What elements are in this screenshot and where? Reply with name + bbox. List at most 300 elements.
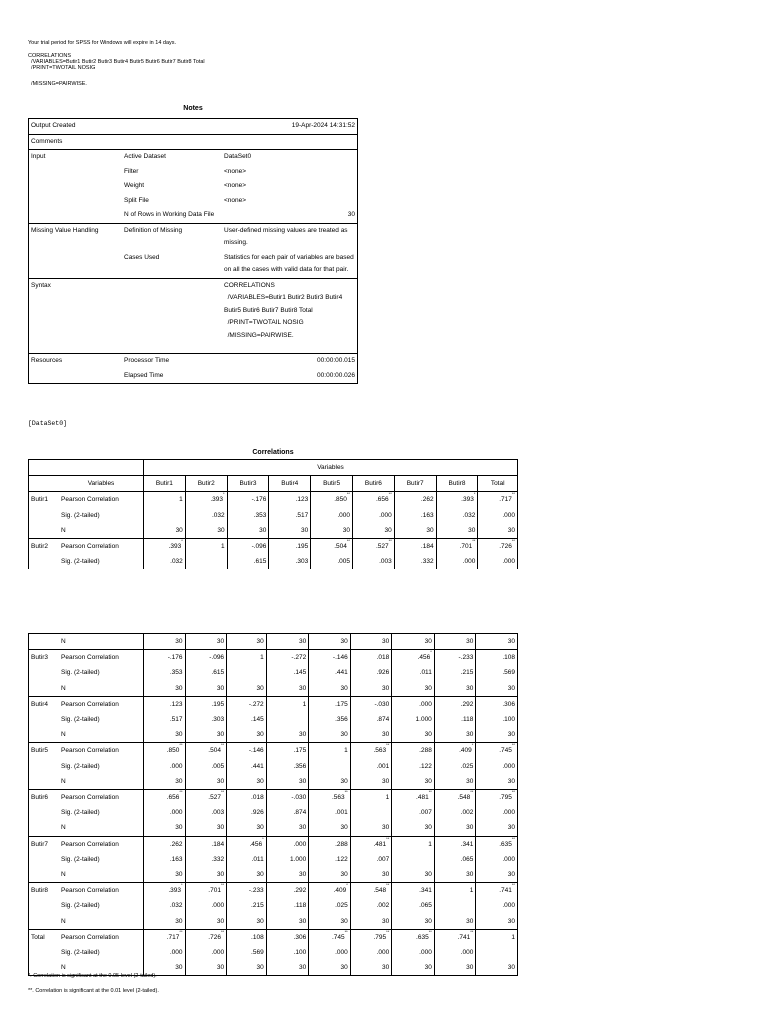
elapsed-time-value: 00:00:00.026: [317, 371, 355, 379]
active-dataset-value: DataSet0: [224, 153, 252, 160]
table-cell: 30: [476, 681, 518, 697]
row-variable-label: [29, 712, 60, 727]
table-cell: 30: [266, 634, 309, 650]
syntax-correlations: CORRELATIONS: [28, 53, 71, 59]
table-cell: .701**: [436, 539, 478, 555]
syntax-value-line1: CORRELATIONS: [224, 281, 275, 289]
table-cell: 1: [266, 696, 309, 712]
table-cell: .548**: [350, 883, 392, 899]
row-statistic-label: Pearson Correlation: [59, 650, 144, 666]
table-cell: .874: [266, 805, 309, 820]
table-cell: 30: [392, 681, 435, 697]
trial-notice: Your trial period for SPSS for Windows will expire in 14 days.: [28, 40, 177, 46]
table-cell: .850**: [144, 743, 186, 759]
table-cell: .000: [309, 945, 351, 960]
table-cell: .000: [350, 945, 392, 960]
row-variable-label: [29, 898, 60, 913]
correlations-table-part2: [28, 633, 518, 976]
table-cell: 30: [144, 867, 186, 883]
table-cell: .005: [185, 759, 227, 774]
table-cell: .000: [476, 805, 518, 820]
table-cell: [392, 852, 435, 867]
row-statistic-label: Pearson Correlation: [59, 696, 144, 712]
table-cell: .007: [392, 805, 435, 820]
filter-value: <none>: [224, 167, 247, 175]
table-cell: .745**: [476, 743, 518, 759]
processor-time-value: 00:00:00.015: [317, 357, 355, 364]
table-cell: .000: [144, 759, 186, 774]
table-cell: .563**: [350, 743, 392, 759]
table-cell: .726**: [185, 929, 227, 945]
table-cell: .000: [476, 852, 518, 867]
row-variable-label: Butir6: [29, 790, 60, 806]
row-statistic-label: N: [61, 824, 66, 832]
weight-label: Weight: [124, 182, 145, 189]
row-statistic-label: Sig. (2-tailed): [61, 669, 100, 677]
table-cell: 30: [266, 867, 309, 883]
table-cell: .000: [144, 805, 186, 820]
split-file-label: Split File: [124, 196, 149, 204]
syntax-value-line3: Butir5 Butir6 Butir7 Butir8 Total: [224, 306, 313, 314]
table-row: [29, 554, 518, 569]
table-row: [29, 743, 518, 759]
row-variable-label: [29, 554, 60, 569]
table-cell: .145: [227, 712, 267, 727]
table-cell: 30: [185, 820, 227, 836]
table-cell: .215: [434, 665, 476, 680]
table-cell: [434, 898, 476, 913]
table-cell: 30: [392, 960, 435, 976]
table-cell: [266, 712, 309, 727]
row-variable-label: [29, 727, 60, 743]
table-cell: .874: [350, 712, 392, 727]
table-cell: .145: [266, 665, 309, 680]
table-cell: 30: [309, 774, 351, 790]
table-cell: .184: [394, 539, 436, 555]
table-cell: 1: [144, 492, 186, 508]
table-cell: 30: [266, 774, 309, 790]
table-cell: .481**: [350, 836, 392, 852]
notes-row-filter: [29, 165, 358, 180]
row-statistic-label: N: [61, 526, 66, 534]
table-cell: 30: [478, 523, 518, 539]
table-cell: .353: [227, 508, 269, 523]
table-cell: .000: [185, 898, 227, 913]
table-cell: .122: [309, 852, 351, 867]
dataset-label: [DataSet0]: [28, 420, 68, 427]
syntax-print: /PRINT=TWOTAIL NOSIG: [28, 65, 96, 71]
table-cell: 1: [434, 883, 476, 899]
row-statistic-label: Pearson Correlation: [59, 492, 144, 508]
table-cell: .288: [309, 836, 351, 852]
table-cell: .717**: [144, 929, 186, 945]
table-cell: 30: [185, 727, 227, 743]
column-header-butir2: Butir2: [185, 476, 227, 492]
table-row: [29, 914, 518, 930]
table-cell: 30: [227, 960, 267, 976]
table-cell: 30: [227, 523, 269, 539]
table-cell: .262: [394, 492, 436, 508]
table-cell: 30: [392, 914, 435, 930]
table-cell: .795**: [476, 790, 518, 806]
column-header-row: [29, 476, 518, 492]
table-cell: .926: [227, 805, 267, 820]
table-cell: .215: [227, 898, 267, 913]
column-header-butir3: Butir3: [227, 476, 269, 492]
table-cell: 30: [266, 820, 309, 836]
table-cell: .292: [266, 883, 309, 899]
table-cell: 30: [392, 774, 435, 790]
table-cell: -.096: [227, 539, 269, 555]
table-row: [29, 727, 518, 743]
table-cell: .000: [478, 508, 518, 523]
table-cell: 30: [392, 867, 435, 883]
table-cell: .569: [227, 945, 267, 960]
row-statistic-label: N: [61, 684, 66, 692]
table-cell: .000: [311, 508, 353, 523]
table-cell: 30: [144, 727, 186, 743]
table-cell: 30: [144, 523, 186, 539]
table-cell: 30: [434, 867, 476, 883]
cases-used-label: Cases Used: [122, 251, 222, 279]
table-cell: .163: [394, 508, 436, 523]
table-cell: .517: [269, 508, 311, 523]
table-cell: .123: [144, 696, 186, 712]
nrows-value: 30: [222, 208, 358, 223]
table-cell: .393*: [144, 539, 186, 555]
table-cell: .000: [392, 696, 435, 712]
table-cell: [309, 759, 351, 774]
table-cell: .262: [144, 836, 186, 852]
table-cell: .745**: [309, 929, 351, 945]
column-header-butir1: Butir1: [144, 476, 186, 492]
table-cell: .025: [434, 759, 476, 774]
row-statistic-label: Pearson Correlation: [59, 883, 144, 899]
table-cell: 30: [309, 634, 351, 650]
table-cell: 30: [350, 820, 392, 836]
table-cell: -.176: [144, 650, 186, 666]
notes-row-cases-used: [29, 251, 358, 279]
table-cell: 30: [144, 774, 186, 790]
table-cell: .118: [266, 898, 309, 913]
table-cell: 30: [434, 960, 476, 976]
table-cell: .926: [350, 665, 392, 680]
def-missing-value: User-defined missing values are treated as missing.: [224, 226, 348, 246]
table-row: [29, 634, 518, 650]
table-cell: 30: [309, 681, 351, 697]
table-cell: 1: [350, 790, 392, 806]
table-cell: 30: [144, 960, 186, 976]
table-cell: .615: [227, 554, 269, 569]
row-variable-label: [29, 681, 60, 697]
def-missing-label: Definition of Missing: [124, 226, 183, 234]
row-statistic-label: N: [61, 638, 66, 645]
table-cell: 30: [185, 960, 227, 976]
table-row: [29, 945, 518, 960]
notes-row-weight: [29, 179, 358, 194]
table-cell: 30: [266, 960, 309, 976]
table-cell: .393*: [144, 883, 186, 899]
notes-row-nrows: [29, 208, 358, 223]
table-cell: .108: [476, 650, 518, 666]
row-statistic-label: Pearson Correlation: [59, 929, 144, 945]
table-cell: .795**: [350, 929, 392, 945]
notes-row-active-dataset: [29, 150, 358, 165]
table-cell: .122: [392, 759, 435, 774]
table-cell: .615: [185, 665, 227, 680]
table-row: [29, 898, 518, 913]
table-cell: 30: [144, 914, 186, 930]
table-row: [29, 805, 518, 820]
row-statistic-label: Sig. (2-tailed): [61, 949, 100, 957]
notes-row-syntax: [29, 278, 358, 354]
table-cell: 30: [394, 523, 436, 539]
row-variable-label: [29, 523, 60, 539]
column-header-butir4: Butir4: [269, 476, 311, 492]
table-cell: 30: [227, 867, 267, 883]
notes-row-output-created: [29, 119, 358, 135]
row-statistic-label: Sig. (2-tailed): [61, 762, 100, 770]
table-cell: .003: [185, 805, 227, 820]
table-cell: .032: [144, 898, 186, 913]
group-header-row: [29, 460, 518, 476]
table-cell: 30: [266, 914, 309, 930]
table-cell: 30: [309, 820, 351, 836]
row-statistic-label: Sig. (2-tailed): [61, 511, 100, 519]
table-cell: 30: [434, 914, 476, 930]
table-cell: .341: [434, 836, 476, 852]
comments-label: Comments: [29, 134, 223, 150]
table-cell: .548**: [434, 790, 476, 806]
correlations-title: Correlations: [252, 449, 294, 456]
table-cell: .000: [478, 554, 518, 569]
notes-table: [28, 118, 358, 384]
table-row: [29, 867, 518, 883]
table-cell: 30: [350, 727, 392, 743]
row-statistic-label: N: [61, 731, 66, 739]
table-cell: .000: [266, 836, 309, 852]
output-created-value: 19-Apr-2024 14:31:52: [222, 119, 358, 135]
table-cell: 30: [227, 634, 267, 650]
syntax-value-line4: /PRINT=TWOTAIL NOSIG: [224, 319, 304, 326]
table-row: [29, 539, 518, 555]
table-cell: 30: [476, 960, 518, 976]
table-cell: .303: [269, 554, 311, 569]
table-cell: [476, 945, 518, 960]
table-cell: .717**: [478, 492, 518, 508]
row-variable-label: Butir8: [29, 883, 60, 899]
table-cell: 30: [266, 681, 309, 697]
table-cell: 30: [227, 681, 267, 697]
table-cell: .701**: [185, 883, 227, 899]
table-cell: .118: [434, 712, 476, 727]
table-cell: .184: [185, 836, 227, 852]
column-header-butir6: Butir6: [352, 476, 394, 492]
table-cell: .065: [434, 852, 476, 867]
table-cell: 30: [227, 727, 267, 743]
row-variable-label: [29, 820, 60, 836]
table-cell: 1: [309, 743, 351, 759]
table-cell: .000: [476, 898, 518, 913]
table-cell: .018: [227, 790, 267, 806]
table-cell: 30: [269, 523, 311, 539]
table-cell: 30: [185, 867, 227, 883]
table-cell: 30: [476, 867, 518, 883]
table-cell: 30: [476, 914, 518, 930]
table-cell: .741**: [476, 883, 518, 899]
table-cell: 30: [392, 634, 435, 650]
table-cell: .356: [266, 759, 309, 774]
row-variable-label: [29, 867, 60, 883]
syntax-label: Syntax: [29, 278, 223, 354]
table-cell: .011: [227, 852, 267, 867]
table-cell: 30: [434, 774, 476, 790]
row-statistic-label: N: [61, 964, 66, 972]
table-cell: .635**: [392, 929, 435, 945]
table-cell: 1: [392, 836, 435, 852]
table-cell: .003: [352, 554, 394, 569]
table-cell: .393*: [185, 492, 227, 508]
table-cell: 1.000: [266, 852, 309, 867]
table-cell: .007: [350, 852, 392, 867]
table-row: [29, 492, 518, 508]
table-cell: .504**: [185, 743, 227, 759]
table-cell: .481**: [392, 790, 435, 806]
table-cell: 30: [350, 867, 392, 883]
table-cell: -.146: [309, 650, 351, 666]
table-cell: .292: [434, 696, 476, 712]
table-cell: -.233: [434, 650, 476, 666]
column-header-butir7: Butir7: [394, 476, 436, 492]
table-cell: .002: [434, 805, 476, 820]
table-cell: 30: [311, 523, 353, 539]
notes-row-processor-time: [29, 354, 358, 369]
table-cell: .741**: [434, 929, 476, 945]
notes-row-elapsed-time: [29, 369, 358, 384]
row-variable-label: Butir7: [29, 836, 60, 852]
table-cell: .108: [227, 929, 267, 945]
table-cell: 30: [350, 774, 392, 790]
row-variable-label: [29, 945, 60, 960]
table-cell: -.272: [227, 696, 267, 712]
row-variable-label: [29, 665, 60, 680]
table-cell: .025: [309, 898, 351, 913]
row-variable-label: [29, 914, 60, 930]
table-cell: 30: [434, 681, 476, 697]
missing-handling-label: Missing Value Handling: [31, 226, 99, 234]
table-cell: 1: [476, 929, 518, 945]
table-cell: .000: [352, 508, 394, 523]
processor-time-label: Processor Time: [124, 357, 170, 364]
table-cell: .332: [394, 554, 436, 569]
table-cell: 30: [436, 523, 478, 539]
split-file-value: <none>: [224, 196, 247, 204]
table-row: [29, 852, 518, 867]
table-cell: .100: [266, 945, 309, 960]
row-statistic-label: Sig. (2-tailed): [61, 902, 100, 910]
table-cell: .065: [392, 898, 435, 913]
table-cell: .332: [185, 852, 227, 867]
correlations-table-part1: [28, 459, 518, 569]
resources-label: Resources: [31, 357, 63, 364]
table-cell: 30: [350, 681, 392, 697]
notes-row-comments: [29, 134, 358, 150]
table-cell: .000: [144, 945, 186, 960]
table-cell: [227, 665, 267, 680]
table-row: [29, 820, 518, 836]
row-statistic-label: N: [61, 871, 66, 879]
table-cell: 30: [144, 634, 186, 650]
table-cell: -.272: [266, 650, 309, 666]
row-statistic-label: N: [61, 777, 66, 785]
row-variable-label: [29, 774, 60, 790]
table-cell: 30: [309, 960, 351, 976]
notes-row-split-file: [29, 194, 358, 209]
cases-used-value: Statistics for each pair of variables are based on all the cases with valid data for that pair.: [222, 251, 358, 279]
table-cell: 30: [144, 681, 186, 697]
weight-value: <none>: [224, 182, 247, 189]
notes-row-def-missing: [29, 223, 358, 251]
row-variable-label: Butir2: [29, 539, 60, 555]
table-cell: .032: [144, 554, 186, 569]
table-row: [29, 665, 518, 680]
row-statistic-label: Sig. (2-tailed): [61, 716, 100, 724]
table-cell: -.146: [227, 743, 267, 759]
output-created-label: Output Created: [29, 119, 223, 135]
table-row: [29, 712, 518, 727]
table-cell: .409*: [434, 743, 476, 759]
row-statistic-label: Pearson Correlation: [59, 539, 144, 555]
table-cell: .409*: [309, 883, 351, 899]
table-cell: .517: [144, 712, 186, 727]
table-cell: .456*: [227, 836, 267, 852]
table-cell: 30: [476, 774, 518, 790]
row-statistic-label: Sig. (2-tailed): [61, 809, 100, 817]
table-cell: .018: [350, 650, 392, 666]
row-variable-label: Butir3: [29, 650, 60, 666]
table-row: [29, 508, 518, 523]
table-cell: -.176: [227, 492, 269, 508]
table-cell: 30: [476, 634, 518, 650]
table-row: [29, 696, 518, 712]
table-cell: 30: [476, 820, 518, 836]
table-cell: .000: [185, 945, 227, 960]
table-cell: -.030: [266, 790, 309, 806]
filter-label: Filter: [124, 167, 139, 175]
row-variable-label: Butir4: [29, 696, 60, 712]
table-cell: 30: [350, 634, 392, 650]
comments-value: [222, 134, 358, 150]
table-cell: .527**: [185, 790, 227, 806]
table-cell: 30: [227, 774, 267, 790]
table-cell: .011: [392, 665, 435, 680]
footnote-001: **. Correlation is significant at the 0.01 level (2-tailed).: [28, 988, 159, 994]
table-cell: 30: [185, 634, 227, 650]
table-row: [29, 790, 518, 806]
table-cell: .288: [392, 743, 435, 759]
table-cell: .000: [434, 945, 476, 960]
table-cell: .032: [185, 508, 227, 523]
row-statistic-label: Sig. (2-tailed): [61, 558, 100, 566]
table-row: [29, 836, 518, 852]
syntax-value-line5: /MISSING=PAIRWISE.: [224, 331, 294, 339]
table-cell: .456*: [392, 650, 435, 666]
variables-row-header: Variables: [59, 476, 144, 492]
table-cell: 30: [434, 727, 476, 743]
input-label: Input: [31, 153, 46, 160]
row-statistic-label: Sig. (2-tailed): [61, 855, 100, 863]
column-header-butir8: Butir8: [436, 476, 478, 492]
